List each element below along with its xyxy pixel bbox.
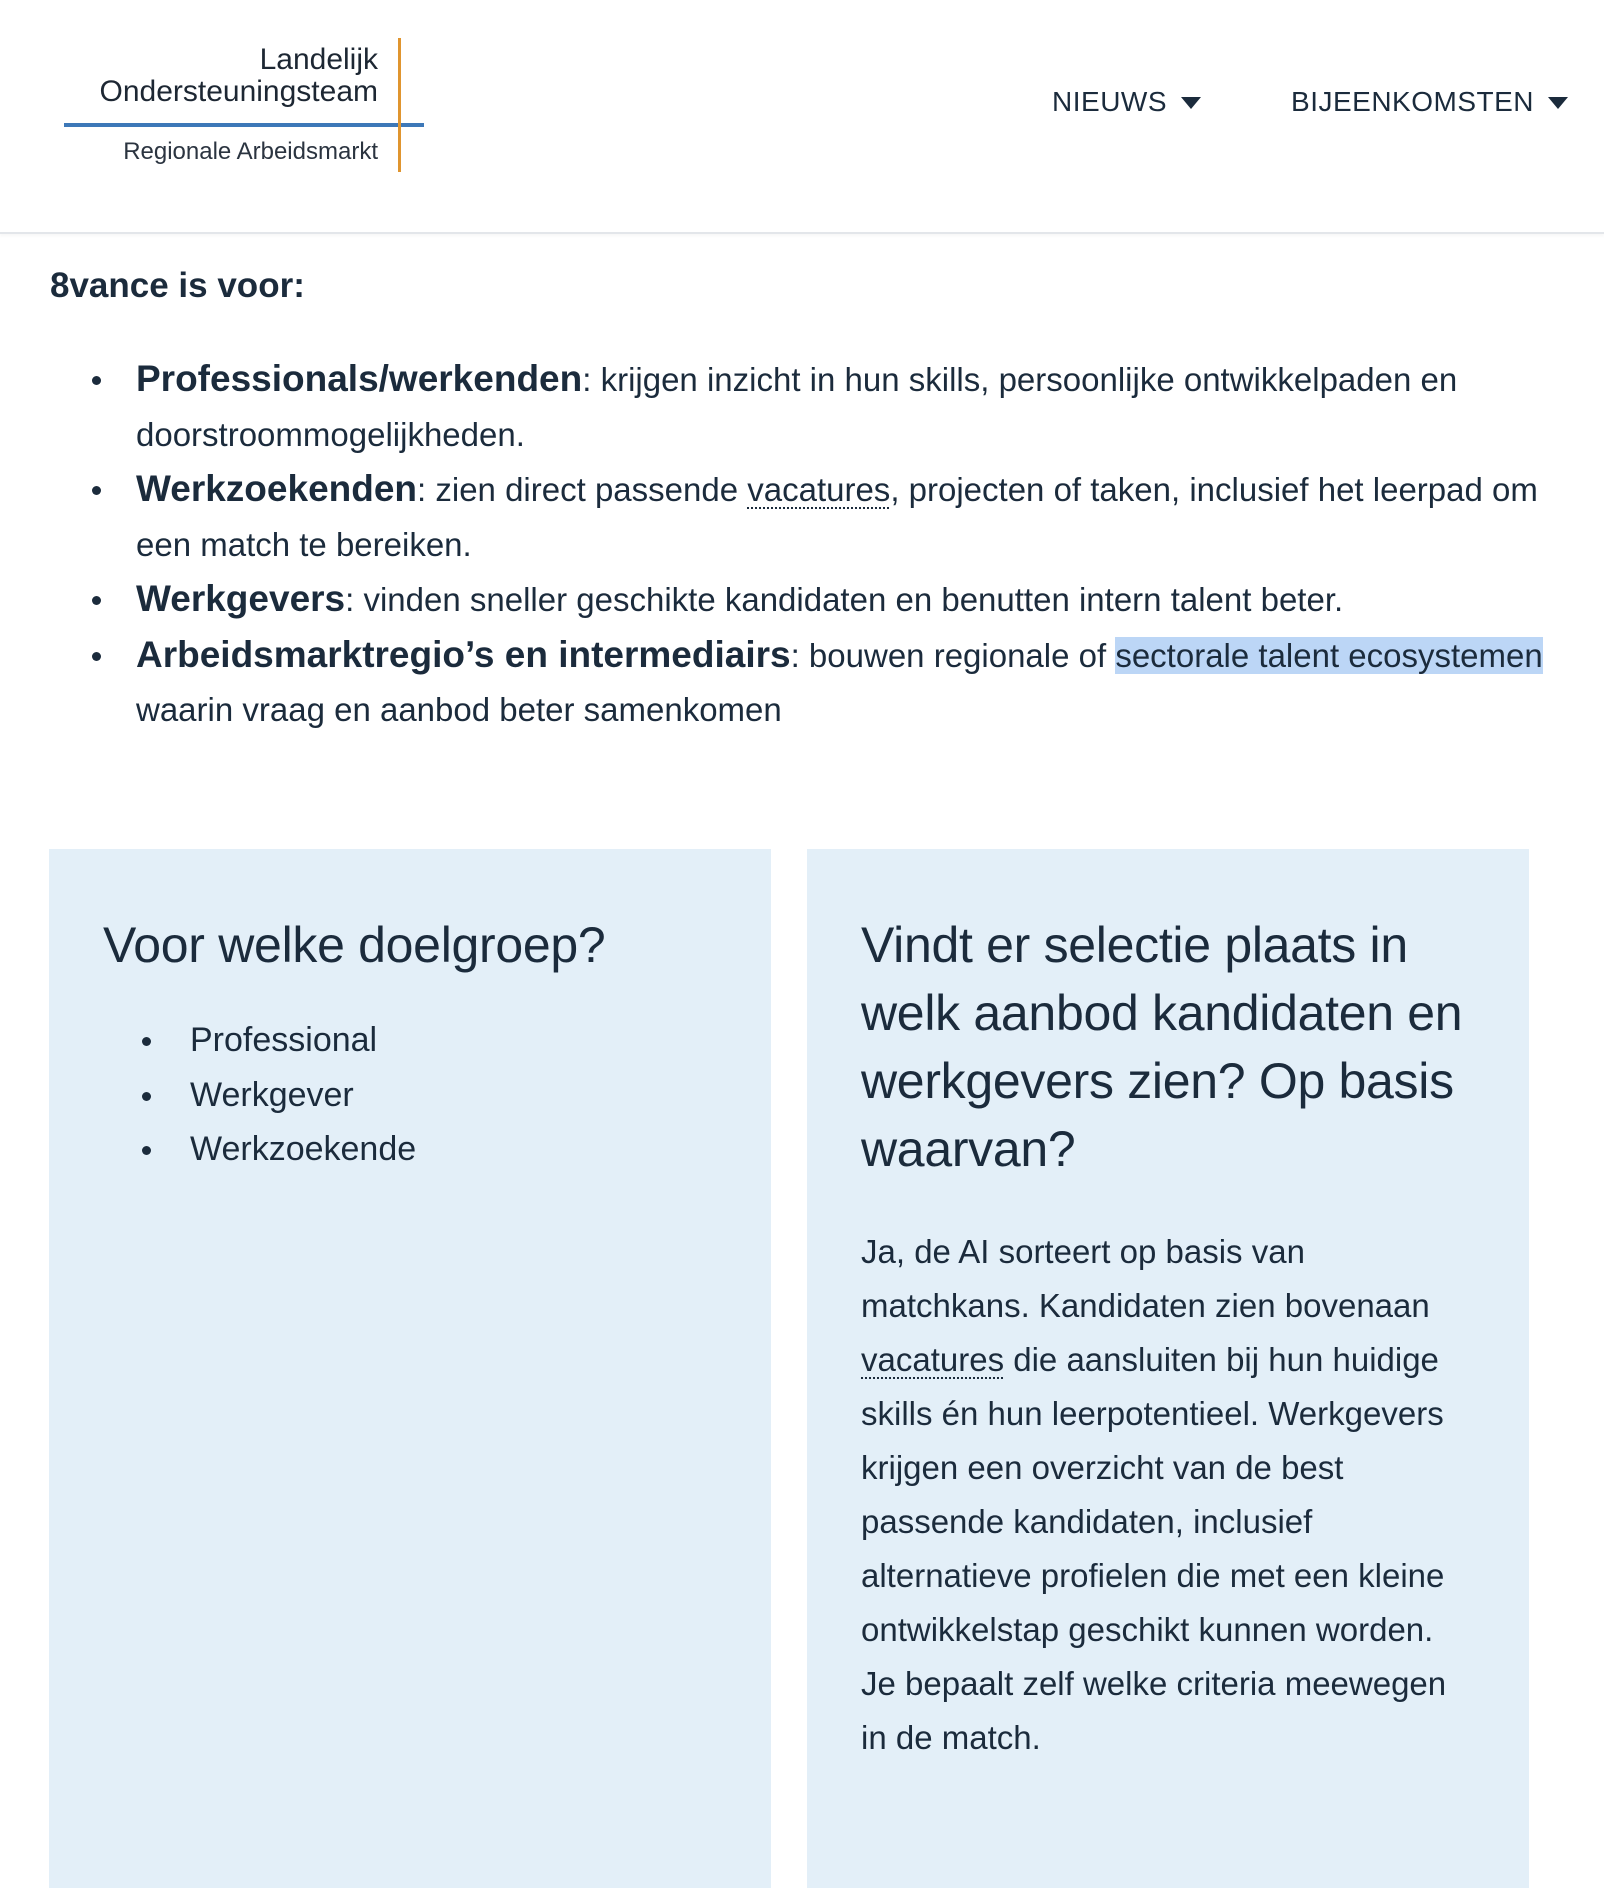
list-item-text: , projecten of taken, inclusief het leerpad om een match te bereiken. (136, 471, 1538, 563)
audience-list (50, 352, 1576, 738)
list-item (136, 352, 1576, 462)
card-text-line: in de match. (861, 1719, 1041, 1756)
vacatures-term-link[interactable]: vacatures (747, 471, 891, 508)
site-logo[interactable] (64, 38, 426, 174)
card-title: Vindt er selectie plaats in welk aanbod kandidaten en werkgevers zien? Op basis waarvan? (861, 917, 1463, 1177)
card-text-fragment: die aansluiten bij hun huidige (1004, 1341, 1439, 1378)
card-text (861, 1225, 1475, 1765)
logo-subtitle: Regionale Arbeidsmarkt (123, 138, 378, 165)
logo-vertical-bar (398, 38, 401, 172)
list-item-text: bouwen regionale of (799, 636, 1116, 674)
list-item: Werkzoekende (190, 1122, 717, 1177)
card-list (103, 1013, 717, 1177)
list-item (136, 628, 1576, 738)
list-item-term: Professionals/werkenden (136, 358, 583, 399)
list-item (136, 462, 1576, 572)
nav-item-nieuws[interactable] (1052, 86, 1201, 118)
selected-text: sectorale talent ecosystemen (1115, 636, 1543, 674)
card-text-line: matchkans. Kandidaten zien bovenaan (861, 1287, 1430, 1324)
main-content (50, 262, 1543, 738)
caret-down-icon (1181, 97, 1201, 109)
list-item: Werkgever (190, 1068, 717, 1123)
list-item: Professional (190, 1013, 717, 1068)
info-cards (49, 849, 1529, 1888)
intro-heading: 8vance is voor: (50, 266, 305, 305)
list-item-text: krijgen inzicht in hun skills, persoonlijke ontwikkelpaden en doorstroommogelijkheden. (136, 361, 1458, 453)
card-text-line (861, 1333, 1475, 1387)
list-item-term: Arbeidsmarktregio’s en intermediairs (136, 633, 791, 675)
list-item-separator: : (582, 361, 592, 398)
card-text-line: Je bepaalt zelf welke criteria meewegen (861, 1665, 1447, 1702)
card-text-line: krijgen een overzicht van de best (861, 1449, 1344, 1486)
list-item-separator: : (790, 636, 800, 674)
list-item-separator: : (417, 471, 427, 508)
card-title: Voor welke doelgroep? (103, 917, 606, 973)
card-text-line: skills én hun leerpotentieel. Werkgevers (861, 1395, 1444, 1432)
list-item (136, 572, 1576, 628)
card-text-line: passende kandidaten, inclusief (861, 1503, 1313, 1540)
list-item-separator: : (345, 581, 355, 618)
vacatures-term-link[interactable]: vacatures (861, 1341, 1005, 1378)
logo-horizontal-bar (64, 123, 424, 127)
card-text-line: alternatieve profielen die met een kleine (861, 1557, 1445, 1594)
site-header (0, 0, 1604, 234)
logo-title-line2: Ondersteuningsteam (99, 75, 378, 108)
card-text-line: Ja, de AI sorteert op basis van (861, 1233, 1305, 1270)
main-nav (1052, 86, 1568, 118)
nav-item-label: BIJEENKOMSTEN (1291, 86, 1534, 117)
card-selection (807, 849, 1529, 1888)
list-item-text: waarin vraag en aanbod beter samenkomen (136, 691, 782, 728)
list-item-term: Werkzoekenden (136, 468, 418, 509)
list-item-text: vinden sneller geschikte kandidaten en benutten intern talent beter. (354, 581, 1344, 618)
list-item-term: Werkgevers (136, 578, 346, 619)
list-item-text: zien direct passende (426, 471, 748, 508)
logo-title-line1: Landelijk (259, 43, 378, 76)
card-text-line: ontwikkelstap geschikt kunnen worden. (861, 1611, 1434, 1648)
nav-item-label: NIEUWS (1052, 86, 1168, 117)
caret-down-icon (1548, 97, 1568, 109)
nav-item-bijeenkomsten[interactable] (1291, 86, 1568, 118)
card-target-group (49, 849, 771, 1888)
